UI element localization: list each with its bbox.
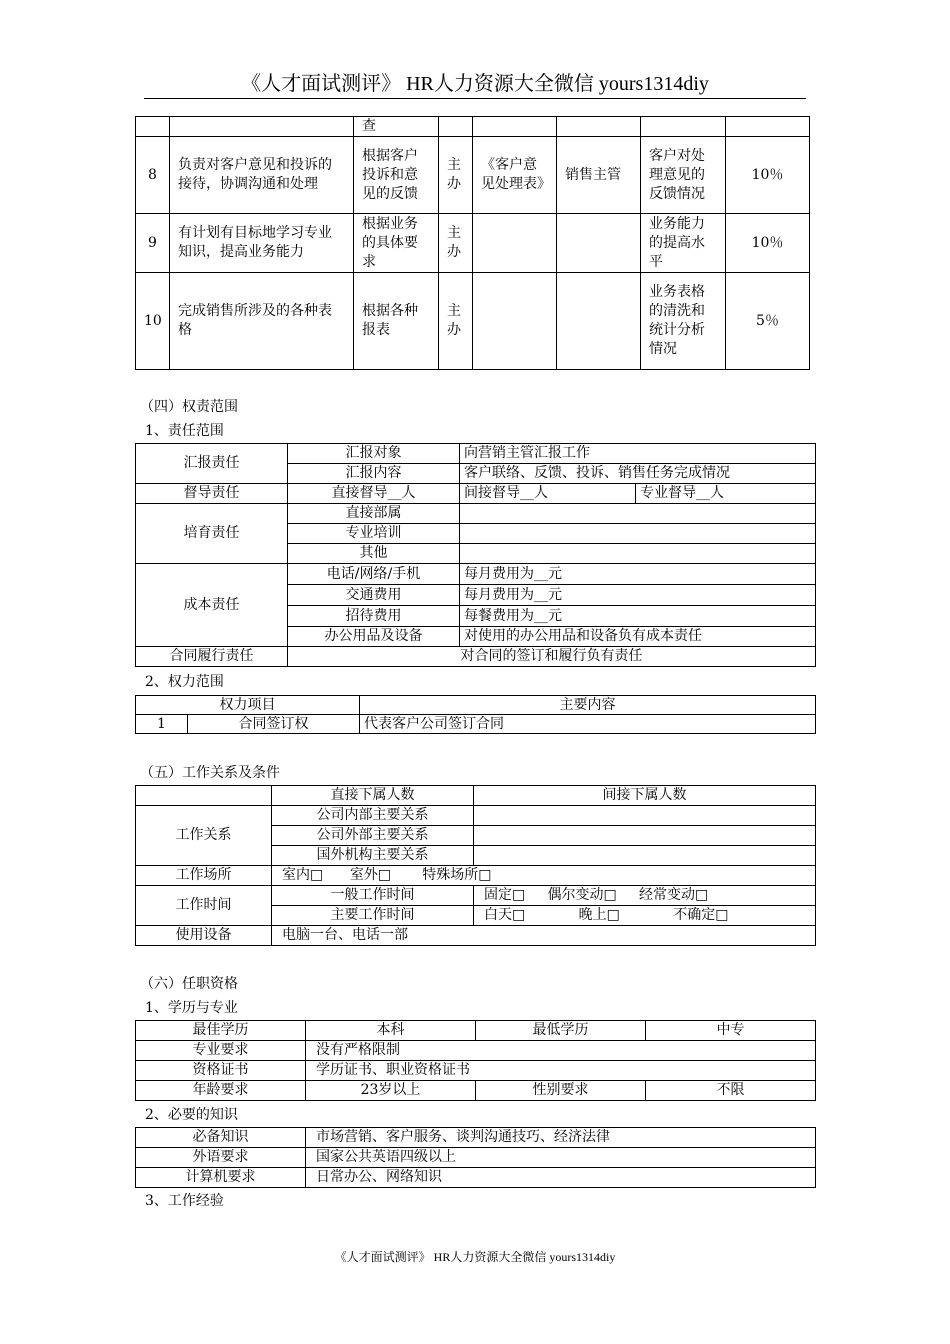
duty-basis: 根据各种报表: [354, 273, 439, 370]
duty-no: 8: [136, 137, 170, 214]
duty-role: 主办: [439, 273, 473, 370]
duty-weight: 10％: [726, 214, 810, 273]
duty-no: 9: [136, 214, 170, 273]
best-edu-label: 最佳学历: [136, 1021, 306, 1041]
relation-item: 公司内部主要关系: [272, 806, 474, 826]
relation-item: 国外机构主要关系: [272, 846, 474, 866]
computer-label: 计算机要求: [136, 1168, 306, 1188]
duty-role: 主办: [439, 137, 473, 214]
section6-title: （六）任职资格: [140, 976, 238, 992]
duty-weight: 5％: [726, 273, 810, 370]
age-label: 年龄要求: [136, 1081, 306, 1101]
cert-value: 学历证书、职业资格证书: [306, 1061, 816, 1081]
direct-count-label: 直接下属人数: [272, 786, 474, 806]
page-footer: 《人才面试测评》 HR人力资源大全微信 yours1314diy: [334, 1250, 616, 1264]
duty-criteria: 业务能力的提高水平: [641, 214, 726, 273]
duty-row: [136, 214, 810, 273]
duty-weight: 10％: [726, 137, 810, 214]
duty-criteria: 业务表格的清洗和统计分析情况: [641, 273, 726, 370]
power-table: [135, 695, 816, 734]
section4-sub2: 2、权力范围: [145, 674, 224, 690]
train-label: 培育责任: [136, 504, 288, 564]
cost-value: 每月费用为__元: [460, 585, 816, 606]
duty-content: 有计划有目标地学习专业知识，提高业务能力: [170, 214, 354, 273]
cost-item: 办公用品及设备: [288, 627, 460, 647]
duty-doc: 《客户意见处理表》: [473, 137, 557, 214]
cost-value: 每餐费用为__元: [460, 606, 816, 627]
report-target-label: 汇报对象: [288, 444, 460, 464]
train-item: 专业培训: [288, 524, 460, 544]
cost-value: 对使用的办公用品和设备负有成本责任: [460, 627, 816, 647]
page-header: 《人才面试测评》 HR人力资源大全微信 yours1314diy: [241, 73, 709, 95]
relation-label: 工作关系: [136, 806, 272, 866]
header-divider: [144, 98, 806, 99]
duty-criteria: 客户对处理意见的反馈情况: [641, 137, 726, 214]
knowledge-table: [135, 1127, 816, 1188]
relation-item: 公司外部主要关系: [272, 826, 474, 846]
cost-value: 每月费用为__元: [460, 564, 816, 585]
knowledge-label: 必备知识: [136, 1128, 306, 1148]
supervise-indirect: 间接督导__人: [460, 484, 636, 504]
cost-label: 成本责任: [136, 564, 288, 647]
duty-row: [136, 137, 810, 214]
section6-sub1: 1、学历与专业: [145, 1000, 238, 1016]
age-value: 23岁以上: [306, 1081, 476, 1101]
supervise-pro: 专业督导__人: [636, 484, 816, 504]
min-edu-value: 中专: [646, 1021, 816, 1041]
duty-reviewer: [557, 214, 641, 273]
general-time-label: 一般工作时间: [272, 886, 474, 906]
duty-reviewer: 销售主管: [557, 137, 641, 214]
duty-carry-basis: 查: [354, 117, 439, 137]
lang-label: 外语要求: [136, 1148, 306, 1168]
report-content-label: 汇报内容: [288, 464, 460, 484]
duty-table: [135, 116, 810, 370]
equipment-label: 使用设备: [136, 926, 272, 946]
gender-value: 不限: [646, 1081, 816, 1101]
power-item: 合同签订权: [188, 715, 360, 734]
duty-basis: 根据业务的具体要求: [354, 214, 439, 273]
supervise-label: 督导责任: [136, 484, 288, 504]
train-item: 其他: [288, 544, 460, 564]
major-value: 没有严格限制: [306, 1041, 816, 1061]
power-content: 代表客户公司签订合同: [360, 715, 816, 734]
duty-row: [136, 273, 810, 370]
place-value: 室内□ 室外□ 特殊场所□: [272, 866, 816, 886]
power-header-item: 权力项目: [136, 696, 360, 715]
section5-title: （五）工作关系及条件: [140, 765, 280, 781]
contract-label: 合同履行责任: [136, 647, 288, 667]
equipment-value: 电脑一台、电话一部: [272, 926, 816, 946]
responsibility-table: [135, 443, 816, 667]
cost-item: 招待费用: [288, 606, 460, 627]
education-table: [135, 1020, 816, 1101]
min-edu-label: 最低学历: [476, 1021, 646, 1041]
place-label: 工作场所: [136, 866, 272, 886]
contract-value: 对合同的签订和履行负有责任: [288, 647, 816, 667]
report-target-value: 向营销主管汇报工作: [460, 444, 816, 464]
cost-item: 电话/网络/手机: [288, 564, 460, 585]
report-content-value: 客户联络、反馈、投诉、销售任务完成情况: [460, 464, 816, 484]
work-relation-table: [135, 785, 816, 946]
train-item: 直接部属: [288, 504, 460, 524]
general-time-value: 固定□ 偶尔变动□ 经常变动□: [474, 886, 816, 906]
major-label: 专业要求: [136, 1041, 306, 1061]
duty-reviewer: [557, 273, 641, 370]
duty-content: 负责对客户意见和投诉的接待，协调沟通和处理: [170, 137, 354, 214]
duty-no: 10: [136, 273, 170, 370]
indirect-count-label: 间接下属人数: [474, 786, 816, 806]
report-label: 汇报责任: [136, 444, 288, 484]
supervise-direct: 直接督导__人: [288, 484, 460, 504]
best-edu-value: 本科: [306, 1021, 476, 1041]
duty-content: 完成销售所涉及的各种表格: [170, 273, 354, 370]
cert-label: 资格证书: [136, 1061, 306, 1081]
cost-item: 交通费用: [288, 585, 460, 606]
time-label: 工作时间: [136, 886, 272, 926]
duty-role: 主办: [439, 214, 473, 273]
duty-doc: [473, 273, 557, 370]
computer-value: 日常办公、网络知识: [306, 1168, 816, 1188]
gender-label: 性别要求: [476, 1081, 646, 1101]
main-time-value: 白天□ 晚上□ 不确定□: [474, 906, 816, 926]
power-header-content: 主要内容: [360, 696, 816, 715]
duty-doc: [473, 214, 557, 273]
duty-carry-row: [136, 117, 810, 137]
power-no: 1: [136, 715, 188, 734]
section4-title: （四）权责范围: [140, 399, 238, 415]
knowledge-value: 市场营销、客户服务、谈判沟通技巧、经济法律: [306, 1128, 816, 1148]
main-time-label: 主要工作时间: [272, 906, 474, 926]
section6-sub3: 3、工作经验: [145, 1193, 224, 1209]
section6-sub2: 2、必要的知识: [145, 1107, 238, 1123]
section4-sub1: 1、责任范围: [145, 423, 224, 439]
duty-basis: 根据客户投诉和意见的反馈: [354, 137, 439, 214]
lang-value: 国家公共英语四级以上: [306, 1148, 816, 1168]
